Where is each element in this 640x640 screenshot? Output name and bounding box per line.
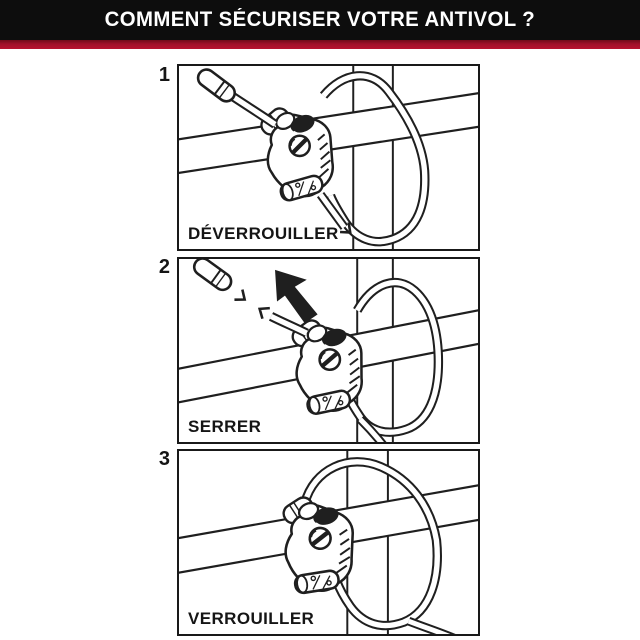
step-label: SERRER — [188, 417, 262, 436]
page-title: COMMENT SÉCURISER VOTRE ANTIVOL ? — [104, 8, 536, 31]
step-1-illustration — [179, 66, 478, 249]
step-2-number: 2 — [158, 256, 170, 278]
step-3-number: 3 — [158, 448, 170, 470]
header-bar — [0, 0, 640, 40]
step-1-number: 1 — [158, 64, 170, 86]
cable-end-tip-icon — [195, 66, 238, 104]
step-panel-3 — [177, 449, 480, 636]
step-label: DÉVERROUILLER — [188, 224, 339, 243]
pull-arrow-icon — [275, 270, 318, 323]
step-3-illustration — [179, 451, 478, 634]
step-panel-2 — [177, 257, 480, 444]
step-2-illustration — [179, 259, 478, 442]
accent-stripe — [0, 40, 640, 49]
cable-end-tip-icon — [191, 259, 235, 293]
step-panel-1 — [177, 64, 480, 251]
cable-break-chevron-icon — [234, 290, 248, 305]
cable-break-chevron-icon — [256, 304, 270, 319]
step-label: VERROUILLER — [188, 609, 315, 628]
